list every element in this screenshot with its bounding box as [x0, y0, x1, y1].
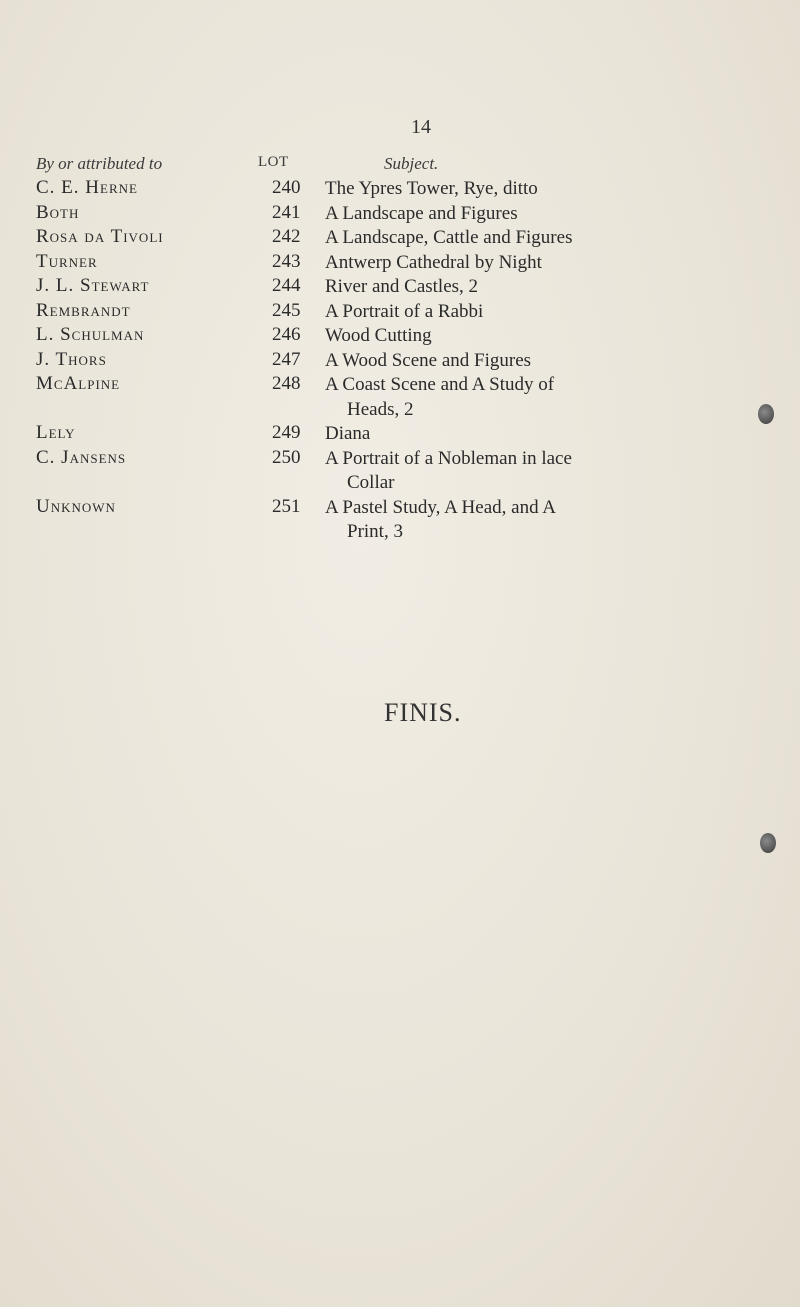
lot-column-header: LOT	[258, 154, 289, 170]
lot-number: 249	[272, 422, 301, 443]
subject-column-header: Subject.	[384, 154, 439, 173]
artist-name: Rembrandt	[36, 299, 131, 321]
subject-line: River and Castles, 2	[325, 276, 479, 297]
subject-line: Diana	[325, 423, 371, 444]
subject-description	[325, 300, 765, 325]
subject-line: Collar	[347, 472, 395, 493]
subject-description	[325, 251, 765, 276]
lot-number: 242	[272, 226, 301, 247]
artist-name: Both	[36, 201, 80, 223]
subject-description	[325, 447, 765, 496]
closing-word: FINIS.	[384, 698, 462, 727]
lot-number: 248	[272, 373, 301, 394]
subject-description	[325, 373, 765, 422]
subject-description	[325, 202, 765, 227]
artist-name: Unknown	[36, 495, 116, 517]
lot-number: 245	[272, 299, 301, 321]
artist-name: McAlpine	[36, 373, 121, 394]
artist-name: Lely	[36, 422, 76, 443]
subject-description	[325, 349, 765, 374]
artist-name: Rosa da Tivoli	[36, 226, 164, 247]
artist-name: Turner	[36, 250, 98, 272]
artist-name: J. L. Stewart	[36, 275, 150, 296]
binding-hole-mark	[760, 833, 776, 853]
binding-hole-mark	[758, 404, 774, 424]
subject-description	[325, 324, 765, 349]
artist-name: C. E. Herne	[36, 177, 138, 198]
subject-description	[325, 226, 765, 251]
subject-line: Antwerp Cathedral by Night	[325, 251, 542, 273]
subject-line: Wood Cutting	[325, 325, 432, 346]
subject-line: The Ypres Tower, Rye, ditto	[325, 178, 538, 199]
subject-line: A Wood Scene and Figures	[325, 349, 532, 371]
lot-number: 246	[272, 324, 301, 345]
artist-name: J. Thors	[36, 348, 107, 370]
subject-description	[325, 177, 765, 202]
subject-line: Print, 3	[347, 521, 403, 542]
subject-line: A Landscape and Figures	[325, 202, 518, 224]
artist-name: C. Jansens	[36, 446, 127, 468]
lot-number: 241	[272, 201, 301, 223]
subject-description	[325, 422, 765, 447]
lot-number: 250	[272, 446, 301, 468]
subject-line: A Coast Scene and A Study of	[325, 374, 555, 395]
subject-line: A Landscape, Cattle and Figures	[325, 227, 573, 248]
lot-number: 251	[272, 495, 301, 517]
subject-description	[325, 275, 765, 300]
artist-column-header: By or attributed to	[36, 154, 163, 173]
lot-number: 244	[272, 275, 301, 296]
lot-number: 247	[272, 348, 301, 370]
artist-name: L. Schulman	[36, 324, 145, 345]
lot-number: 240	[272, 177, 301, 198]
page-number: 14	[411, 116, 431, 138]
subject-line: A Portrait of a Nobleman in lace	[325, 447, 572, 469]
subject-description	[325, 496, 765, 545]
subject-line: A Portrait of a Rabbi	[325, 300, 484, 322]
subject-line: Heads, 2	[347, 398, 414, 420]
lot-number: 243	[272, 250, 301, 272]
subject-line: A Pastel Study, A Head, and A	[325, 496, 556, 518]
